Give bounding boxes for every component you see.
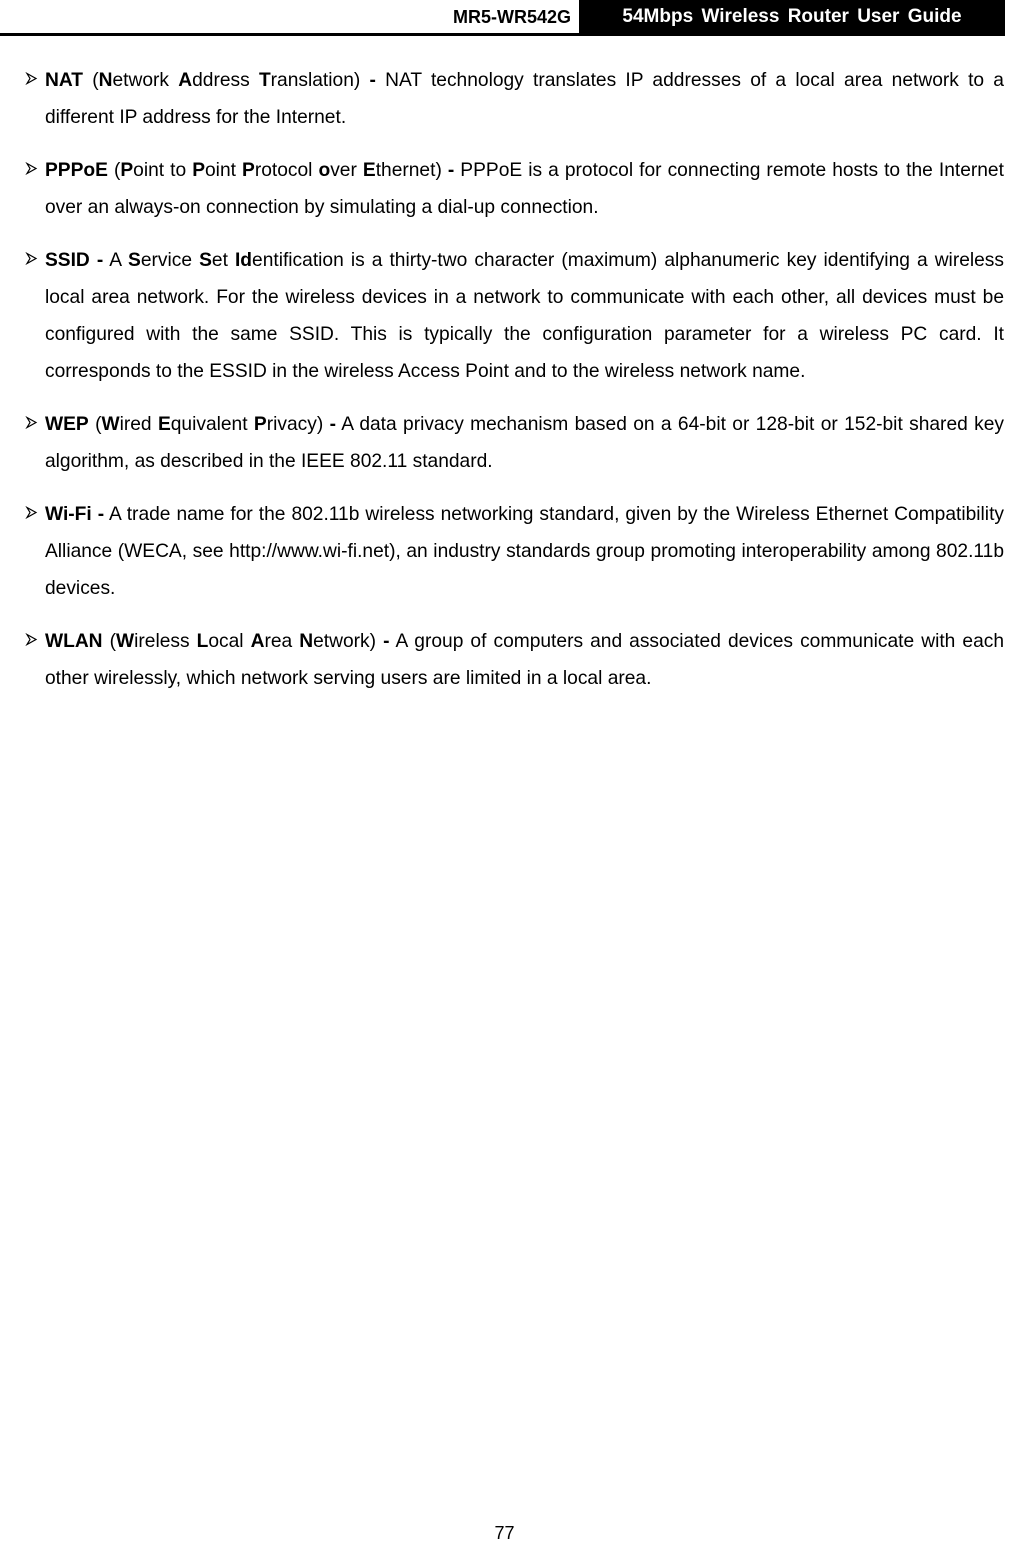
term-text: quivalent [170, 414, 254, 435]
term-bold: S [199, 250, 212, 271]
term-text: entification is a thirty-two character (maximum) alphanumeric key identifying a wireless local area network. For the wireless devices in a network to communicate with each other, all devices must be configured with the same SSID. This is typically the configuration parameter for a wireless PC card. It corresponds to the ESSID in the wireless Access Point and to the wireless network name. [45, 250, 1004, 382]
term-text: ireless [134, 631, 197, 652]
term-bold: P [253, 414, 267, 435]
arrowhead-bullet-icon [25, 633, 38, 646]
term-bold: E [157, 414, 171, 435]
term-text: rotocol [254, 160, 319, 181]
glossary-entry [0, 496, 1009, 607]
term-text: ocal [208, 631, 251, 652]
term-text: oint to [133, 160, 193, 181]
term-text: ranslation) [270, 70, 370, 91]
term-text: rea [264, 631, 300, 652]
page-header [0, 0, 1009, 36]
term-text: et [211, 250, 235, 271]
glossary-entry-text [45, 152, 1004, 226]
term-text: A trade name for the 802.11b wireless networking standard, given by the Wireless Ethernet Compatibility Alliance (WECA, see http://www.wi-fi.net), an industry standards group promoting interoperability among 802.11b devices. [45, 504, 1004, 599]
glossary-entry-text [45, 62, 1004, 136]
term-bold: N [98, 70, 113, 91]
term-bold: P [192, 160, 206, 181]
term-bold: SSID - [45, 250, 104, 271]
term-bold: Wi-Fi - [45, 504, 105, 525]
term-bold: T [258, 70, 271, 91]
glossary-entry-text [45, 242, 1004, 390]
glossary-list [0, 62, 1009, 713]
term-bold: A [250, 631, 265, 652]
guide-title: 54Mbps Wireless Router User Guide [579, 0, 1005, 34]
term-text: ervice [140, 250, 200, 271]
term-bold: o [318, 160, 331, 181]
term-bold: N [299, 631, 314, 652]
term-bold: W [101, 414, 120, 435]
term-bold: - [383, 631, 390, 652]
term-bold: WLAN [45, 631, 103, 652]
glossary-entry [0, 242, 1009, 390]
term-bold: E [362, 160, 376, 181]
term-bold: NAT [45, 70, 84, 91]
term-bold: P [120, 160, 134, 181]
term-text: etwork [112, 70, 179, 91]
arrowhead-bullet-icon [25, 506, 38, 519]
glossary-entry-text [45, 623, 1004, 697]
term-text: A [103, 250, 129, 271]
term-text: ( [107, 160, 121, 181]
term-text: rivacy) [266, 414, 330, 435]
term-bold: - [329, 414, 336, 435]
arrowhead-bullet-icon [25, 252, 38, 265]
arrowhead-bullet-icon [25, 416, 38, 429]
glossary-entry-text [45, 496, 1004, 607]
term-text: ver [330, 160, 363, 181]
model-name: MR5-WR542G [452, 7, 571, 27]
glossary-entry [0, 152, 1009, 226]
header-rule [0, 33, 1005, 36]
glossary-entry [0, 623, 1009, 697]
term-text: A data privacy mechanism based on a 64-bit or 128-bit or 152-bit shared key algorithm, as described in the IEEE 802.11 standard. [45, 414, 1004, 472]
term-bold: A [178, 70, 193, 91]
term-text: A group of computers and associated devices communicate with each other wirelessly, which network serving users are limited in a local area. [45, 631, 1005, 689]
glossary-entry-text [45, 406, 1004, 480]
term-text: etwork) [313, 631, 384, 652]
term-bold: - [369, 70, 376, 91]
term-text: thernet) [375, 160, 448, 181]
term-text: ired [119, 414, 158, 435]
term-bold: PPPoE [45, 160, 108, 181]
term-text: ddress [192, 70, 259, 91]
term-bold: S [128, 250, 141, 271]
term-text: NAT technology translates IP addresses of a local area network to a different IP address for the Internet. [45, 70, 1004, 128]
term-bold: - [447, 160, 455, 181]
term-text: oint [205, 160, 242, 181]
arrowhead-bullet-icon [25, 162, 38, 175]
arrowhead-bullet-icon [25, 72, 38, 85]
term-text: ( [88, 414, 102, 435]
term-bold: P [242, 160, 255, 181]
term-text: ( [102, 631, 116, 652]
glossary-entry [0, 62, 1009, 136]
term-bold: L [196, 631, 209, 652]
page-number: 77 [494, 1523, 515, 1543]
glossary-entry [0, 406, 1009, 480]
term-text: ( [83, 70, 99, 91]
term-bold: W [116, 631, 135, 652]
term-bold: Id [234, 250, 253, 271]
term-text: PPPoE is a protocol for connecting remote hosts to the Internet over an always-on connection by simulating a dial-up connection. [45, 160, 1004, 218]
term-bold: WEP [45, 414, 89, 435]
